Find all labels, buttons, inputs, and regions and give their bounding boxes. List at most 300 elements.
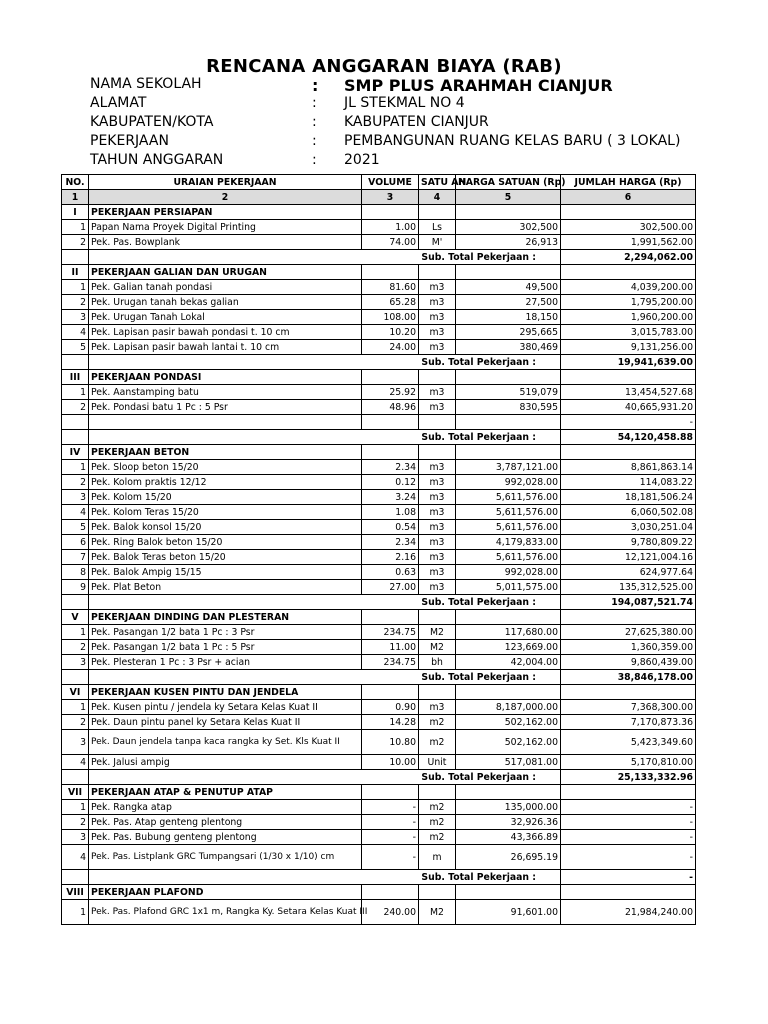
item-unit-price: 26,913 <box>456 235 561 250</box>
item-number: 8 <box>62 565 89 580</box>
subtotal-value: 19,941,639.00 <box>561 355 696 370</box>
item-unit: m3 <box>419 505 456 520</box>
empty-cell <box>362 205 419 220</box>
item-volume: 10.00 <box>362 755 419 770</box>
item-unit: m3 <box>419 550 456 565</box>
item-unit-price: 5,611,576.00 <box>456 550 561 565</box>
item-description: Pek. Lapisan pasir bawah pondasi t. 10 cm <box>89 325 362 340</box>
item-volume: - <box>362 830 419 845</box>
item-unit: m3 <box>419 295 456 310</box>
empty-cell <box>561 610 696 625</box>
section-number: VII <box>62 785 89 800</box>
item-volume: 24.00 <box>362 340 419 355</box>
item-total-price: 13,454,527.68 <box>561 385 696 400</box>
table-row <box>62 385 696 400</box>
item-unit-price: 295,665 <box>456 325 561 340</box>
empty-cell <box>62 355 89 370</box>
item-unit-price: 49,500 <box>456 280 561 295</box>
table-row <box>62 310 696 325</box>
section-number: VI <box>62 685 89 700</box>
item-description: Pek. Jalusi ampig <box>89 755 362 770</box>
item-unit-price: 830,595 <box>456 400 561 415</box>
item-number: 1 <box>62 220 89 235</box>
section-number: I <box>62 205 89 220</box>
table-row <box>62 730 696 755</box>
item-unit-price: 517,081.00 <box>456 755 561 770</box>
item-unit-price: 519,079 <box>456 385 561 400</box>
empty-cell <box>362 370 419 385</box>
table-row <box>62 700 696 715</box>
info-separator: : <box>312 114 317 130</box>
empty-cell <box>419 685 456 700</box>
section-title: PEKERJAAN PERSIAPAN <box>89 205 362 220</box>
table-row <box>62 655 696 670</box>
info-separator: : <box>312 133 317 149</box>
empty-cell <box>456 785 561 800</box>
item-unit: M2 <box>419 900 456 925</box>
table-body <box>62 205 696 925</box>
item-unit-price: 43,366.89 <box>456 830 561 845</box>
empty-cell <box>419 205 456 220</box>
item-total-price: 21,984,240.00 <box>561 900 696 925</box>
document-title: RENCANA ANGGARAN BIAYA (RAB) <box>206 56 562 77</box>
subtotal-value: 54,120,458.88 <box>561 430 696 445</box>
item-unit-price: 502,162.00 <box>456 715 561 730</box>
empty-cell <box>456 885 561 900</box>
item-volume: 2.16 <box>362 550 419 565</box>
section-number: II <box>62 265 89 280</box>
item-total-price: 114,083.22 <box>561 475 696 490</box>
empty-cell <box>561 205 696 220</box>
item-total-price: 8,861,863.14 <box>561 460 696 475</box>
section-title: PEKERJAAN DINDING DAN PLESTERAN <box>89 610 362 625</box>
table-row <box>62 400 696 415</box>
item-description: Pek. Kolom Teras 15/20 <box>89 505 362 520</box>
empty-cell <box>362 265 419 280</box>
info-value: 2021 <box>344 152 380 168</box>
item-description: Pek. Daun pintu panel ky Setara Kelas Kuat II <box>89 715 362 730</box>
item-total-price: - <box>561 845 696 870</box>
item-number: 1 <box>62 625 89 640</box>
section-title: PEKERJAAN PLAFOND <box>89 885 362 900</box>
item-unit: m3 <box>419 565 456 580</box>
subtotal-label: Sub. Total Pekerjaan : <box>89 670 561 685</box>
section-title: PEKERJAAN KUSEN PINTU DAN JENDELA <box>89 685 362 700</box>
item-volume: 0.90 <box>362 700 419 715</box>
item-number <box>62 415 89 430</box>
item-unit: m2 <box>419 830 456 845</box>
item-volume: 108.00 <box>362 310 419 325</box>
item-volume: 14.28 <box>362 715 419 730</box>
empty-cell <box>362 885 419 900</box>
empty-cell <box>456 610 561 625</box>
item-unit-price: 32,926.36 <box>456 815 561 830</box>
item-unit-price: 380,469 <box>456 340 561 355</box>
item-volume: 10.20 <box>362 325 419 340</box>
item-unit: m3 <box>419 460 456 475</box>
table-row <box>62 505 696 520</box>
item-unit: m2 <box>419 730 456 755</box>
item-unit-price: 27,500 <box>456 295 561 310</box>
item-unit-price: 5,611,576.00 <box>456 490 561 505</box>
item-volume: 25.92 <box>362 385 419 400</box>
section-header-row <box>62 445 696 460</box>
item-unit: m3 <box>419 520 456 535</box>
item-description: Pek. Urugan tanah bekas galian <box>89 295 362 310</box>
info-label: NAMA SEKOLAH <box>90 76 202 92</box>
item-unit-price: 302,500 <box>456 220 561 235</box>
empty-cell <box>561 685 696 700</box>
item-unit-price: 3,787,121.00 <box>456 460 561 475</box>
item-number: 2 <box>62 295 89 310</box>
info-value: KABUPATEN CIANJUR <box>344 114 489 130</box>
item-unit: m2 <box>419 815 456 830</box>
empty-cell <box>62 670 89 685</box>
item-volume: 48.96 <box>362 400 419 415</box>
item-total-price: 302,500.00 <box>561 220 696 235</box>
subtotal-row <box>62 595 696 610</box>
item-unit-price <box>456 415 561 430</box>
empty-cell <box>561 370 696 385</box>
column-number: 4 <box>419 190 456 205</box>
item-unit: m3 <box>419 280 456 295</box>
table-row <box>62 625 696 640</box>
item-unit-price: 4,179,833.00 <box>456 535 561 550</box>
item-number: 1 <box>62 385 89 400</box>
item-unit: M2 <box>419 625 456 640</box>
item-unit-price: 117,680.00 <box>456 625 561 640</box>
empty-cell <box>456 205 561 220</box>
table-row <box>62 415 696 430</box>
section-header-row <box>62 685 696 700</box>
empty-cell <box>419 370 456 385</box>
info-separator: : <box>312 76 319 95</box>
empty-cell <box>62 250 89 265</box>
item-description: Pek. Pasangan 1/2 bata 1 Pc : 3 Psr <box>89 625 362 640</box>
item-description: Pek. Pondasi batu 1 Pc : 5 Psr <box>89 400 362 415</box>
item-unit: m3 <box>419 340 456 355</box>
item-total-price: 1,360,359.00 <box>561 640 696 655</box>
item-description: Pek. Balok Teras beton 15/20 <box>89 550 362 565</box>
item-description: Pek. Plesteran 1 Pc : 3 Psr + acian <box>89 655 362 670</box>
item-volume <box>362 415 419 430</box>
subtotal-label: Sub. Total Pekerjaan : <box>89 770 561 785</box>
table-row <box>62 535 696 550</box>
table-row <box>62 845 696 870</box>
item-total-price: - <box>561 415 696 430</box>
info-label: TAHUN ANGGARAN <box>90 152 224 168</box>
subtotal-label: Sub. Total Pekerjaan : <box>89 595 561 610</box>
table-row <box>62 900 696 925</box>
item-description: Pek. Daun jendela tanpa kaca rangka ky Set. Kls Kuat II <box>89 730 362 755</box>
table-row <box>62 520 696 535</box>
item-total-price: 3,030,251.04 <box>561 520 696 535</box>
item-unit: m3 <box>419 580 456 595</box>
item-description: Pek. Pasangan 1/2 bata 1 Pc : 5 Psr <box>89 640 362 655</box>
item-unit-price: 992,028.00 <box>456 565 561 580</box>
item-number: 1 <box>62 700 89 715</box>
item-volume: - <box>362 800 419 815</box>
item-unit-price: 26,695.19 <box>456 845 561 870</box>
table-row <box>62 235 696 250</box>
item-unit: Unit <box>419 755 456 770</box>
empty-cell <box>419 785 456 800</box>
header-satuan: SATU AN <box>419 175 456 190</box>
section-header-row <box>62 265 696 280</box>
subtotal-value: 38,846,178.00 <box>561 670 696 685</box>
item-volume: - <box>362 845 419 870</box>
item-total-price: 624,977.64 <box>561 565 696 580</box>
item-total-price: 40,665,931.20 <box>561 400 696 415</box>
empty-cell <box>456 445 561 460</box>
empty-cell <box>419 445 456 460</box>
item-total-price: 4,039,200.00 <box>561 280 696 295</box>
item-description: Pek. Kusen pintu / jendela ky Setara Kelas Kuat II <box>89 700 362 715</box>
item-volume: 234.75 <box>362 625 419 640</box>
item-unit: m3 <box>419 490 456 505</box>
item-total-price: 18,181,506.24 <box>561 490 696 505</box>
section-number: V <box>62 610 89 625</box>
item-unit-price: 5,011,575.00 <box>456 580 561 595</box>
section-title: PEKERJAAN GALIAN DAN URUGAN <box>89 265 362 280</box>
item-unit: m3 <box>419 385 456 400</box>
item-volume: 2.34 <box>362 535 419 550</box>
item-volume: 0.63 <box>362 565 419 580</box>
subtotal-label: Sub. Total Pekerjaan : <box>89 430 561 445</box>
item-number: 3 <box>62 655 89 670</box>
header-no: NO. <box>62 175 89 190</box>
subtotal-row <box>62 430 696 445</box>
empty-cell <box>419 885 456 900</box>
item-total-price: 3,015,783.00 <box>561 325 696 340</box>
item-description: Pek. Galian tanah pondasi <box>89 280 362 295</box>
subtotal-value: 25,133,332.96 <box>561 770 696 785</box>
section-header-row <box>62 885 696 900</box>
item-unit: m3 <box>419 310 456 325</box>
item-unit: m3 <box>419 325 456 340</box>
item-total-price: 9,131,256.00 <box>561 340 696 355</box>
item-total-price: 9,780,809.22 <box>561 535 696 550</box>
subtotal-label: Sub. Total Pekerjaan : <box>89 250 561 265</box>
table-row <box>62 340 696 355</box>
table-header-row <box>62 175 696 190</box>
table-row <box>62 580 696 595</box>
table-row <box>62 280 696 295</box>
table-row <box>62 490 696 505</box>
item-volume: 3.24 <box>362 490 419 505</box>
empty-cell <box>62 770 89 785</box>
info-label: ALAMAT <box>90 95 147 111</box>
item-unit-price: 123,669.00 <box>456 640 561 655</box>
info-separator: : <box>312 95 317 111</box>
item-unit-price: 8,187,000.00 <box>456 700 561 715</box>
item-volume: 2.34 <box>362 460 419 475</box>
table-row <box>62 475 696 490</box>
item-description: Pek. Pas. Atap genteng plentong <box>89 815 362 830</box>
header-uraian: URAIAN PEKERJAAN <box>89 175 362 190</box>
item-description: Pek. Pas. Listplank GRC Tumpangsari (1/30 x 1/10) cm <box>89 845 362 870</box>
item-number: 2 <box>62 640 89 655</box>
subtotal-row <box>62 250 696 265</box>
item-number: 4 <box>62 325 89 340</box>
rab-table <box>61 174 696 925</box>
subtotal-label: Sub. Total Pekerjaan : <box>89 355 561 370</box>
empty-cell <box>456 685 561 700</box>
subtotal-row <box>62 770 696 785</box>
table-row <box>62 640 696 655</box>
item-description: Pek. Kolom 15/20 <box>89 490 362 505</box>
item-description: Pek. Aanstamping batu <box>89 385 362 400</box>
item-number: 3 <box>62 490 89 505</box>
item-unit: m2 <box>419 800 456 815</box>
item-volume: 27.00 <box>362 580 419 595</box>
empty-cell <box>62 430 89 445</box>
subtotal-row <box>62 355 696 370</box>
item-volume: - <box>362 815 419 830</box>
subtotal-value: 2,294,062.00 <box>561 250 696 265</box>
info-separator: : <box>312 152 317 168</box>
section-number: III <box>62 370 89 385</box>
item-number: 2 <box>62 400 89 415</box>
item-total-price: 5,170,810.00 <box>561 755 696 770</box>
section-header-row <box>62 205 696 220</box>
item-number: 1 <box>62 280 89 295</box>
item-description: Pek. Sloop beton 15/20 <box>89 460 362 475</box>
item-unit: m3 <box>419 535 456 550</box>
empty-cell <box>419 265 456 280</box>
section-title: PEKERJAAN PONDASI <box>89 370 362 385</box>
item-description <box>89 415 362 430</box>
item-number: 6 <box>62 535 89 550</box>
header-jumlah-harga: JUMLAH HARGA (Rp) <box>561 175 696 190</box>
empty-cell <box>62 595 89 610</box>
item-volume: 1.00 <box>362 220 419 235</box>
item-description: Pek. Rangka atap <box>89 800 362 815</box>
item-description: Pek. Urugan Tanah Lokal <box>89 310 362 325</box>
item-volume: 74.00 <box>362 235 419 250</box>
section-header-row <box>62 610 696 625</box>
item-unit: m3 <box>419 475 456 490</box>
item-unit-price: 91,601.00 <box>456 900 561 925</box>
item-unit: m2 <box>419 715 456 730</box>
item-total-price: 1,960,200.00 <box>561 310 696 325</box>
item-number: 3 <box>62 830 89 845</box>
table-row <box>62 220 696 235</box>
info-value: SMP PLUS ARAHMAH CIANJUR <box>344 76 613 95</box>
empty-cell <box>561 885 696 900</box>
item-unit-price: 502,162.00 <box>456 730 561 755</box>
item-description: Pek. Pas. Bubung genteng plentong <box>89 830 362 845</box>
item-description: Pek. Pas. Bowplank <box>89 235 362 250</box>
empty-cell <box>362 610 419 625</box>
item-number: 2 <box>62 235 89 250</box>
column-number: 3 <box>362 190 419 205</box>
section-header-row <box>62 785 696 800</box>
item-description: Pek. Balok Ampig 15/15 <box>89 565 362 580</box>
table-row <box>62 800 696 815</box>
item-total-price: 1,795,200.00 <box>561 295 696 310</box>
subtotal-value: 194,087,521.74 <box>561 595 696 610</box>
empty-cell <box>362 445 419 460</box>
section-number: IV <box>62 445 89 460</box>
item-number: 1 <box>62 800 89 815</box>
item-unit: M2 <box>419 640 456 655</box>
column-number: 1 <box>62 190 89 205</box>
item-number: 9 <box>62 580 89 595</box>
item-number: 4 <box>62 845 89 870</box>
empty-cell <box>456 265 561 280</box>
item-number: 5 <box>62 340 89 355</box>
item-unit-price: 5,611,576.00 <box>456 505 561 520</box>
item-description: Pek. Pas. Plafond GRC 1x1 m, Rangka Ky. Setara Kelas Kuat III <box>89 900 362 925</box>
item-total-price: - <box>561 815 696 830</box>
item-unit: m3 <box>419 400 456 415</box>
column-number: 2 <box>89 190 362 205</box>
item-unit-price: 992,028.00 <box>456 475 561 490</box>
item-unit-price: 42,004.00 <box>456 655 561 670</box>
item-unit: Ls <box>419 220 456 235</box>
item-total-price: - <box>561 830 696 845</box>
item-total-price: 12,121,004.16 <box>561 550 696 565</box>
info-value: JL STEKMAL NO 4 <box>344 95 465 111</box>
item-total-price: 27,625,380.00 <box>561 625 696 640</box>
item-volume: 0.12 <box>362 475 419 490</box>
item-number: 2 <box>62 715 89 730</box>
item-volume: 0.54 <box>362 520 419 535</box>
section-title: PEKERJAAN BETON <box>89 445 362 460</box>
table-row <box>62 815 696 830</box>
header-volume: VOLUME <box>362 175 419 190</box>
item-unit <box>419 415 456 430</box>
item-unit-price: 18,150 <box>456 310 561 325</box>
item-number: 1 <box>62 900 89 925</box>
item-volume: 65.28 <box>362 295 419 310</box>
table-row <box>62 755 696 770</box>
item-description: Papan Nama Proyek Digital Printing <box>89 220 362 235</box>
item-number: 4 <box>62 755 89 770</box>
table-row <box>62 715 696 730</box>
item-unit-price: 135,000.00 <box>456 800 561 815</box>
item-description: Pek. Plat Beton <box>89 580 362 595</box>
empty-cell <box>456 370 561 385</box>
subtotal-row <box>62 870 696 885</box>
item-volume: 240.00 <box>362 900 419 925</box>
empty-cell <box>561 265 696 280</box>
empty-cell <box>362 685 419 700</box>
info-label: PEKERJAAN <box>90 133 169 149</box>
item-description: Pek. Balok konsol 15/20 <box>89 520 362 535</box>
item-total-price: 5,423,349.60 <box>561 730 696 755</box>
column-number-row <box>62 190 696 205</box>
item-total-price: 135,312,525.00 <box>561 580 696 595</box>
item-unit: M' <box>419 235 456 250</box>
item-volume: 81.60 <box>362 280 419 295</box>
table-row <box>62 460 696 475</box>
table-row <box>62 295 696 310</box>
empty-cell <box>561 785 696 800</box>
section-title: PEKERJAAN ATAP & PENUTUP ATAP <box>89 785 362 800</box>
item-description: Pek. Lapisan pasir bawah lantai t. 10 cm <box>89 340 362 355</box>
item-number: 2 <box>62 815 89 830</box>
empty-cell <box>362 785 419 800</box>
item-description: Pek. Kolom praktis 12/12 <box>89 475 362 490</box>
item-total-price: 6,060,502.08 <box>561 505 696 520</box>
item-volume: 11.00 <box>362 640 419 655</box>
empty-cell <box>62 870 89 885</box>
table-row <box>62 325 696 340</box>
item-number: 7 <box>62 550 89 565</box>
subtotal-row <box>62 670 696 685</box>
